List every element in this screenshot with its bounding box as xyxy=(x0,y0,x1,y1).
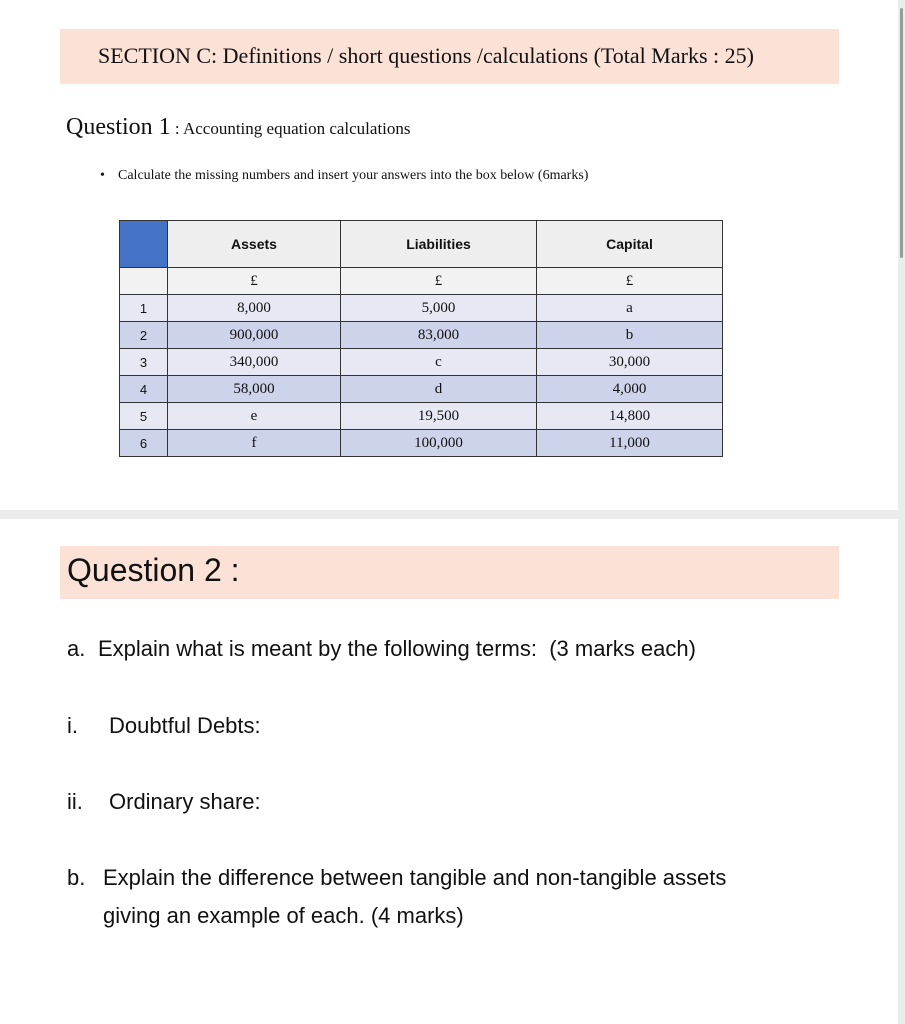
header-liabilities: Liabilities xyxy=(341,221,537,268)
assets-cell: 58,000 xyxy=(168,376,341,403)
units-row xyxy=(120,268,723,295)
table-row xyxy=(120,349,723,376)
question-2b-text-line1: Explain the difference between tangible and non-tangible assets xyxy=(103,865,727,890)
capital-cell: 14,800 xyxy=(537,403,723,430)
table-row xyxy=(120,322,723,349)
unit-liabilities: £ xyxy=(341,268,537,295)
instruction-bullet xyxy=(100,168,588,184)
question-1-heading xyxy=(66,114,411,141)
row-number: 2 xyxy=(120,322,168,349)
section-c-banner xyxy=(60,29,839,84)
question-2b xyxy=(67,865,726,891)
accounting-table xyxy=(119,220,723,457)
row-number: 3 xyxy=(120,349,168,376)
section-c-title: SECTION C: Definitions / short questions /calculations (Total Marks : 25) xyxy=(98,43,754,68)
capital-cell: a xyxy=(537,295,723,322)
question-2a-marker: a. xyxy=(67,636,86,661)
liabilities-cell: 83,000 xyxy=(341,322,537,349)
scrollbar-thumb[interactable] xyxy=(900,8,903,258)
table-header-row xyxy=(120,221,723,268)
question-2a-i-text: Doubtful Debts: xyxy=(109,713,261,738)
capital-cell: 4,000 xyxy=(537,376,723,403)
liabilities-cell: 5,000 xyxy=(341,295,537,322)
assets-cell: f xyxy=(168,430,341,457)
liabilities-cell: d xyxy=(341,376,537,403)
instruction-text: Calculate the missing numbers and insert your answers into the box below (6marks) xyxy=(118,168,589,183)
assets-cell: e xyxy=(168,403,341,430)
units-blank-cell xyxy=(120,268,168,295)
header-assets: Assets xyxy=(168,221,341,268)
assets-cell: 8,000 xyxy=(168,295,341,322)
table-row xyxy=(120,295,723,322)
question-2a-ii-marker: ii. xyxy=(67,789,83,814)
capital-cell: 30,000 xyxy=(537,349,723,376)
page-2 xyxy=(0,519,898,1024)
row-number: 4 xyxy=(120,376,168,403)
question-2-title: Question 2 : xyxy=(67,552,240,588)
row-number: 1 xyxy=(120,295,168,322)
question-1-subtitle: Accounting equation calculations xyxy=(182,119,411,138)
bullet-dot: • xyxy=(100,168,105,183)
question-2b-marker: b. xyxy=(67,865,86,890)
question-2a-ii xyxy=(67,789,261,815)
assets-cell: 900,000 xyxy=(168,322,341,349)
question-1-separator: : xyxy=(170,119,183,138)
question-2-banner xyxy=(60,546,839,599)
header-corner-cell xyxy=(120,221,168,268)
unit-capital: £ xyxy=(537,268,723,295)
liabilities-cell: 19,500 xyxy=(341,403,537,430)
liabilities-cell: c xyxy=(341,349,537,376)
question-2a-ii-text: Ordinary share: xyxy=(109,789,261,814)
assets-cell: 340,000 xyxy=(168,349,341,376)
capital-cell: 11,000 xyxy=(537,430,723,457)
table-row xyxy=(120,403,723,430)
row-number: 6 xyxy=(120,430,168,457)
capital-cell: b xyxy=(537,322,723,349)
unit-assets: £ xyxy=(168,268,341,295)
question-1-label: Question 1 xyxy=(66,114,171,140)
question-2a-i-marker: i. xyxy=(67,713,78,738)
question-2a xyxy=(67,636,696,662)
row-number: 5 xyxy=(120,403,168,430)
liabilities-cell: 100,000 xyxy=(341,430,537,457)
header-capital: Capital xyxy=(537,221,723,268)
question-2a-i xyxy=(67,713,261,739)
table-row xyxy=(120,430,723,457)
question-2b-line2: giving an example of each. (4 marks) xyxy=(103,903,464,928)
page-1 xyxy=(0,0,898,510)
question-2a-text: Explain what is meant by the following terms: (3 marks each) xyxy=(98,636,696,661)
table-row xyxy=(120,376,723,403)
